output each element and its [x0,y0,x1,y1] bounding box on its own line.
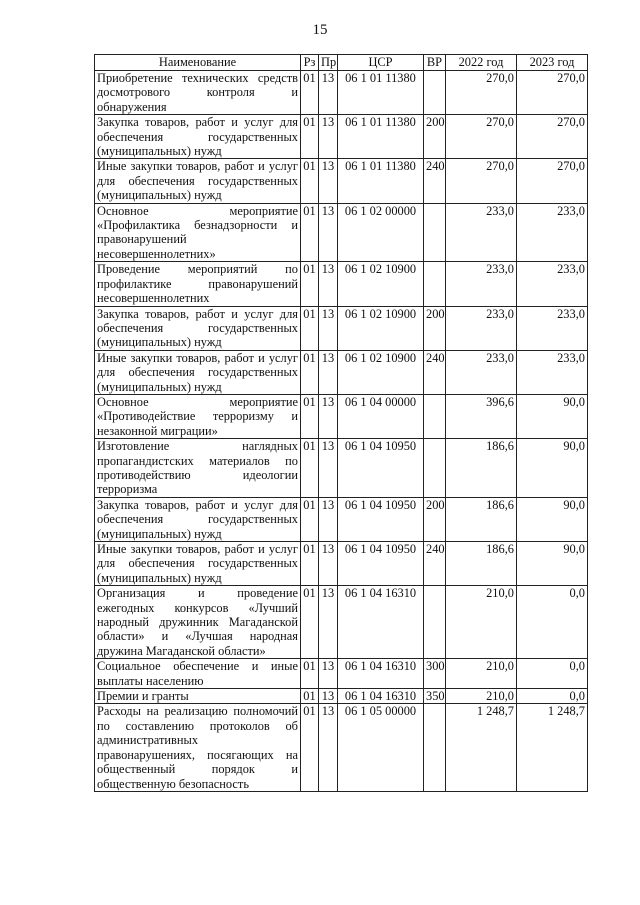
cell-name: Расходы на реализацию полномочий по составлению протоколов об административных правонарушениях, посягающих на общественный порядок и общественную безопасность [95,704,301,791]
cell-rz: 01 [301,497,319,541]
cell-pr: 13 [319,394,338,438]
cell-2022: 270,0 [446,115,517,159]
cell-csr: 06 1 04 16310 [338,586,424,659]
cell-rz: 01 [301,71,319,115]
cell-vr [424,394,446,438]
cell-pr: 13 [319,159,338,203]
cell-rz: 01 [301,306,319,350]
cell-name: Проведение мероприятий по профилактике правонарушений несовершеннолетних [95,262,301,306]
cell-2022: 210,0 [446,659,517,689]
cell-csr: 06 1 02 10900 [338,306,424,350]
col-header-2022: 2022 год [446,55,517,71]
cell-rz: 01 [301,262,319,306]
cell-2022: 210,0 [446,586,517,659]
cell-2023: 233,0 [517,262,588,306]
cell-2023: 233,0 [517,203,588,262]
cell-csr: 06 1 01 11380 [338,71,424,115]
cell-csr: 06 1 01 11380 [338,115,424,159]
cell-name: Закупка товаров, работ и услуг для обеспечения государственных (муниципальных) нужд [95,115,301,159]
cell-2022: 233,0 [446,262,517,306]
cell-pr: 13 [319,262,338,306]
cell-2023: 233,0 [517,306,588,350]
table-row [95,306,588,350]
table-row [95,394,588,438]
cell-vr: 200 [424,497,446,541]
table-row [95,115,588,159]
cell-2022: 396,6 [446,394,517,438]
cell-rz: 01 [301,203,319,262]
col-header-rz: Рз [301,55,319,71]
cell-name: Премии и гранты [95,689,301,704]
cell-2022: 233,0 [446,350,517,394]
cell-csr: 06 1 04 16310 [338,659,424,689]
cell-csr: 06 1 02 10900 [338,350,424,394]
cell-csr: 06 1 04 10950 [338,497,424,541]
cell-name: Иные закупки товаров, работ и услуг для обеспечения государственных (муниципальных) нужд [95,350,301,394]
cell-2022: 186,6 [446,497,517,541]
col-header-pr: Пр [319,55,338,71]
cell-rz: 01 [301,659,319,689]
cell-rz: 01 [301,689,319,704]
cell-pr: 13 [319,350,338,394]
cell-2022: 233,0 [446,203,517,262]
cell-2023: 270,0 [517,115,588,159]
cell-rz: 01 [301,159,319,203]
cell-name: Закупка товаров, работ и услуг для обеспечения государственных (муниципальных) нужд [95,497,301,541]
cell-vr [424,439,446,498]
cell-vr [424,262,446,306]
cell-2022: 270,0 [446,159,517,203]
cell-2023: 90,0 [517,497,588,541]
table-header-row [95,55,588,71]
cell-vr: 200 [424,306,446,350]
table-row [95,659,588,689]
cell-csr: 06 1 01 11380 [338,159,424,203]
cell-2023: 0,0 [517,689,588,704]
cell-rz: 01 [301,350,319,394]
cell-name: Основное мероприятие «Профилактика безнадзорности и правонарушений несовершеннолетних» [95,203,301,262]
table-row [95,497,588,541]
col-header-vr: ВР [424,55,446,71]
table-row [95,439,588,498]
cell-name: Основное мероприятие «Противодействие терроризму и незаконной миграции» [95,394,301,438]
cell-pr: 13 [319,542,338,586]
cell-pr: 13 [319,659,338,689]
cell-csr: 06 1 02 00000 [338,203,424,262]
cell-csr: 06 1 05 00000 [338,704,424,791]
cell-rz: 01 [301,542,319,586]
cell-rz: 01 [301,586,319,659]
table-row [95,586,588,659]
cell-2022: 270,0 [446,71,517,115]
table-row [95,71,588,115]
table-row [95,350,588,394]
cell-csr: 06 1 02 10900 [338,262,424,306]
cell-rz: 01 [301,439,319,498]
cell-2023: 1 248,7 [517,704,588,791]
col-header-2023: 2023 год [517,55,588,71]
cell-vr: 300 [424,659,446,689]
cell-pr: 13 [319,306,338,350]
cell-2023: 90,0 [517,394,588,438]
cell-csr: 06 1 04 00000 [338,394,424,438]
cell-name: Изготовление наглядных пропагандистских материалов по противодействию идеологии терроризма [95,439,301,498]
cell-2022: 233,0 [446,306,517,350]
cell-2023: 270,0 [517,159,588,203]
cell-vr: 350 [424,689,446,704]
table-body [95,71,588,792]
cell-pr: 13 [319,439,338,498]
table-row [95,262,588,306]
cell-2023: 270,0 [517,71,588,115]
cell-vr: 240 [424,350,446,394]
cell-2022: 186,6 [446,542,517,586]
cell-pr: 13 [319,71,338,115]
cell-csr: 06 1 04 16310 [338,689,424,704]
cell-vr [424,71,446,115]
budget-table [94,54,588,792]
cell-vr: 240 [424,542,446,586]
cell-rz: 01 [301,394,319,438]
cell-pr: 13 [319,203,338,262]
cell-vr: 200 [424,115,446,159]
cell-pr: 13 [319,704,338,791]
cell-name: Социальное обеспечение и иные выплаты населению [95,659,301,689]
cell-pr: 13 [319,115,338,159]
table-row [95,689,588,704]
table-row [95,542,588,586]
cell-pr: 13 [319,586,338,659]
cell-2023: 233,0 [517,350,588,394]
cell-2023: 0,0 [517,659,588,689]
cell-name: Организация и проведение ежегодных конкурсов «Лучший народный дружинник Магаданской области» и «Лучшая народная дружина Магаданской области» [95,586,301,659]
cell-vr [424,704,446,791]
cell-vr [424,203,446,262]
cell-vr [424,586,446,659]
cell-2023: 90,0 [517,542,588,586]
cell-2022: 186,6 [446,439,517,498]
cell-vr: 240 [424,159,446,203]
cell-rz: 01 [301,115,319,159]
page-number: 15 [312,22,328,38]
cell-csr: 06 1 04 10950 [338,439,424,498]
cell-2023: 0,0 [517,586,588,659]
table-row [95,704,588,791]
table-row [95,159,588,203]
col-header-csr: ЦСР [338,55,424,71]
cell-csr: 06 1 04 10950 [338,542,424,586]
cell-name: Иные закупки товаров, работ и услуг для обеспечения государственных (муниципальных) нужд [95,159,301,203]
cell-pr: 13 [319,689,338,704]
cell-name: Иные закупки товаров, работ и услуг для обеспечения государственных (муниципальных) нужд [95,542,301,586]
table-row [95,203,588,262]
cell-name: Приобретение технических средств досмотрового контроля и обнаружения [95,71,301,115]
cell-2022: 210,0 [446,689,517,704]
cell-2023: 90,0 [517,439,588,498]
cell-pr: 13 [319,497,338,541]
cell-rz: 01 [301,704,319,791]
cell-2022: 1 248,7 [446,704,517,791]
cell-name: Закупка товаров, работ и услуг для обеспечения государственных (муниципальных) нужд [95,306,301,350]
col-header-name: Наименование [95,55,301,71]
